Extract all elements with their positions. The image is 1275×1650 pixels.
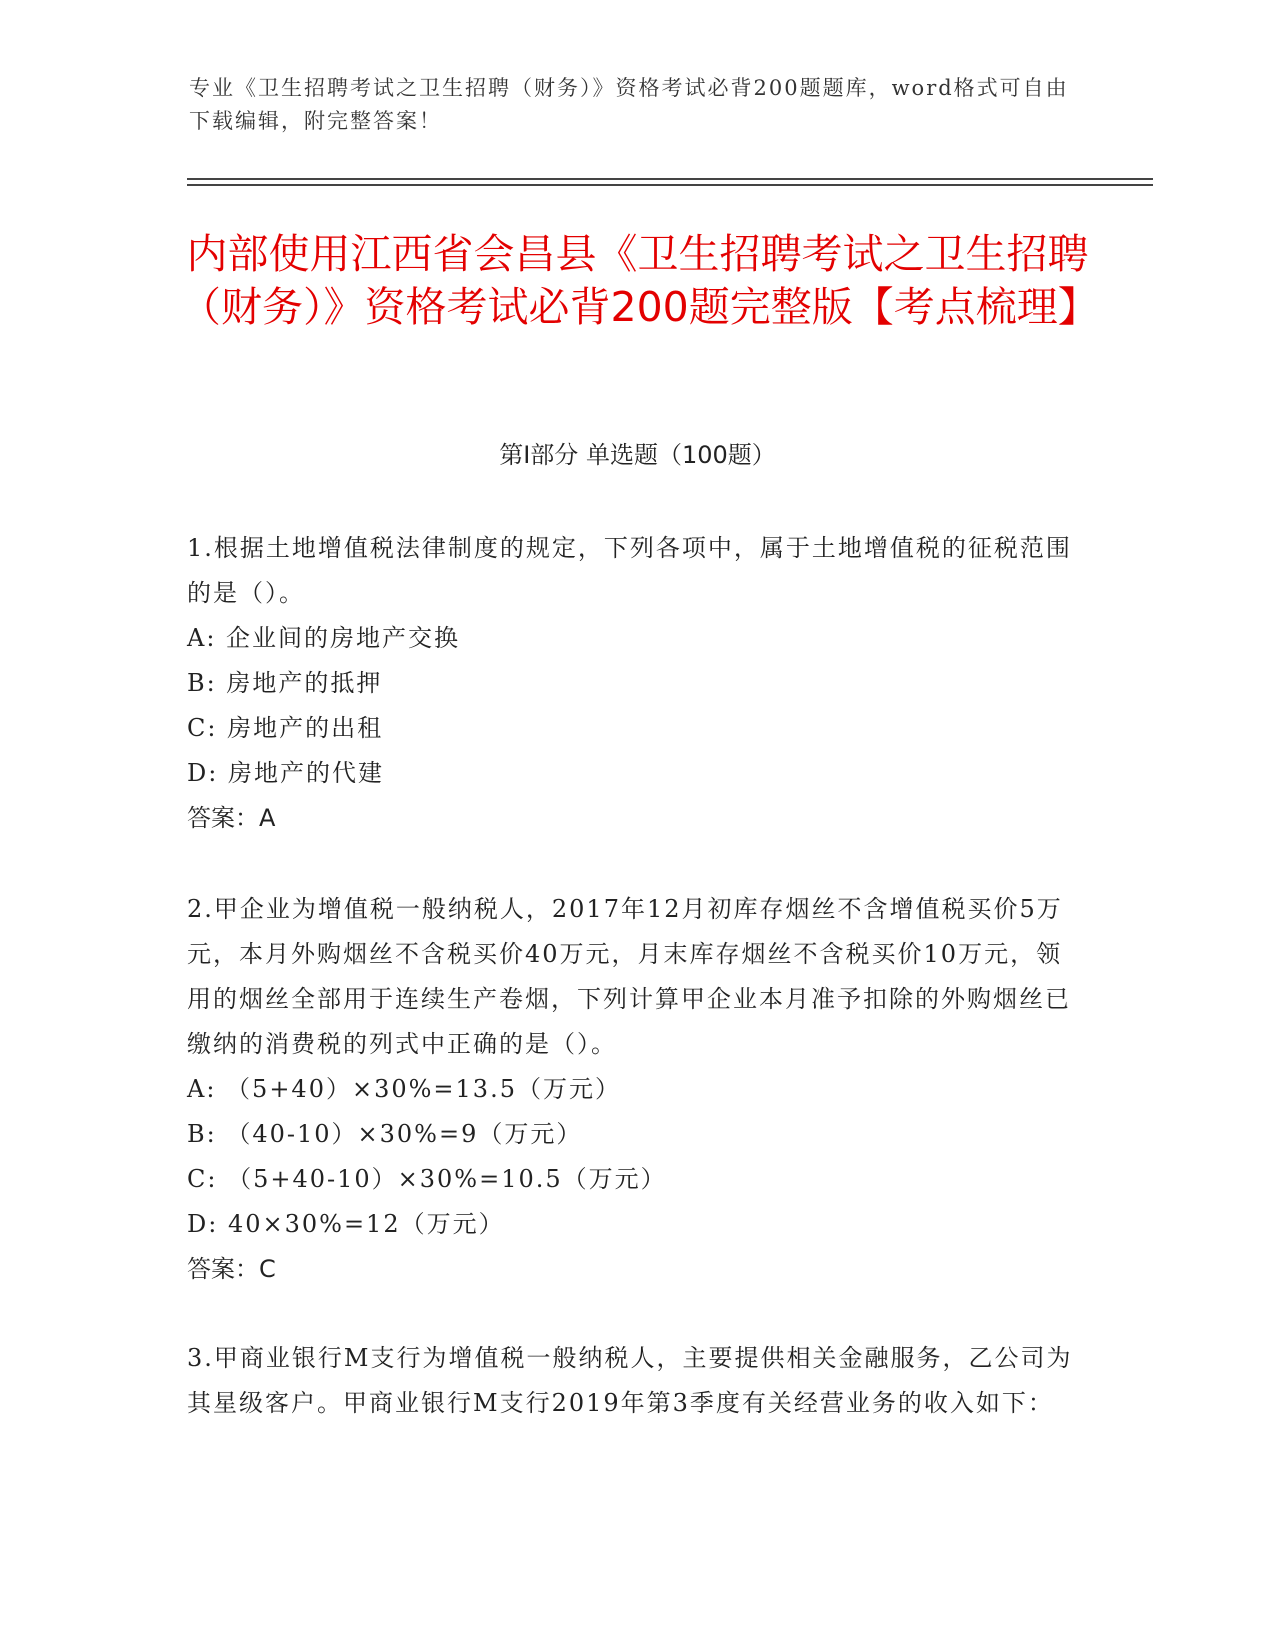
question-stem: 2.甲企业为增值税一般纳税人，2017年12月初库存烟丝不含增值税买价5万元，本月外购烟丝不含税买价40万元，月末库存烟丝不含税买价10万元，领用的烟丝全部用于连续生产卷烟，下列计算甲企业本月准予扣除的外购烟丝已缴纳的消费税的列式中正确的是（）。 (187, 895, 1071, 1058)
option-list (187, 616, 1087, 796)
option-b: B: （40-10）×30%=9（万元） (187, 1120, 583, 1148)
option-a: A: （5+40）×30%=13.5（万元） (187, 1075, 621, 1103)
question-stem: 3.甲商业银行M支行为增值税一般纳税人，主要提供相关金融服务，乙公司为其星级客户。甲商业银行M支行2019年第3季度有关经营业务的收入如下： (187, 1344, 1073, 1417)
answer-line: 答案：A (187, 804, 276, 832)
option-c: C: 房地产的出租 (187, 714, 384, 742)
header-divider-top (187, 178, 1153, 180)
answer-line: 答案：C (187, 1255, 276, 1283)
option-a: A: 企业间的房地产交换 (187, 624, 461, 652)
section-heading: 第Ⅰ部分 单选题（100题） (499, 441, 776, 469)
question-3 (187, 1336, 1087, 1426)
option-list (187, 1067, 1087, 1247)
question-stem: 1.根据土地增值税法律制度的规定，下列各项中，属于土地增值税的征税范围的是（）。 (187, 534, 1072, 607)
option-d: D: 40×30%=12（万元） (187, 1210, 505, 1238)
option-c: C: （5+40-10）×30%=10.5（万元） (187, 1165, 667, 1193)
header-note: 专业《卫生招聘考试之卫生招聘（财务）》资格考试必背200题题库，word格式可自由下载编辑，附完整答案！ (189, 76, 1069, 133)
option-d: D: 房地产的代建 (187, 759, 384, 787)
document-title: 内部使用江西省会昌县《卫生招聘考试之卫生招聘（财务）》资格考试必背200题完整版【考点梳理】 (180, 230, 1099, 331)
option-b: B: 房地产的抵押 (187, 669, 383, 697)
header-divider-bottom (187, 184, 1153, 186)
question-1 (187, 526, 1087, 841)
question-2 (187, 887, 1087, 1292)
